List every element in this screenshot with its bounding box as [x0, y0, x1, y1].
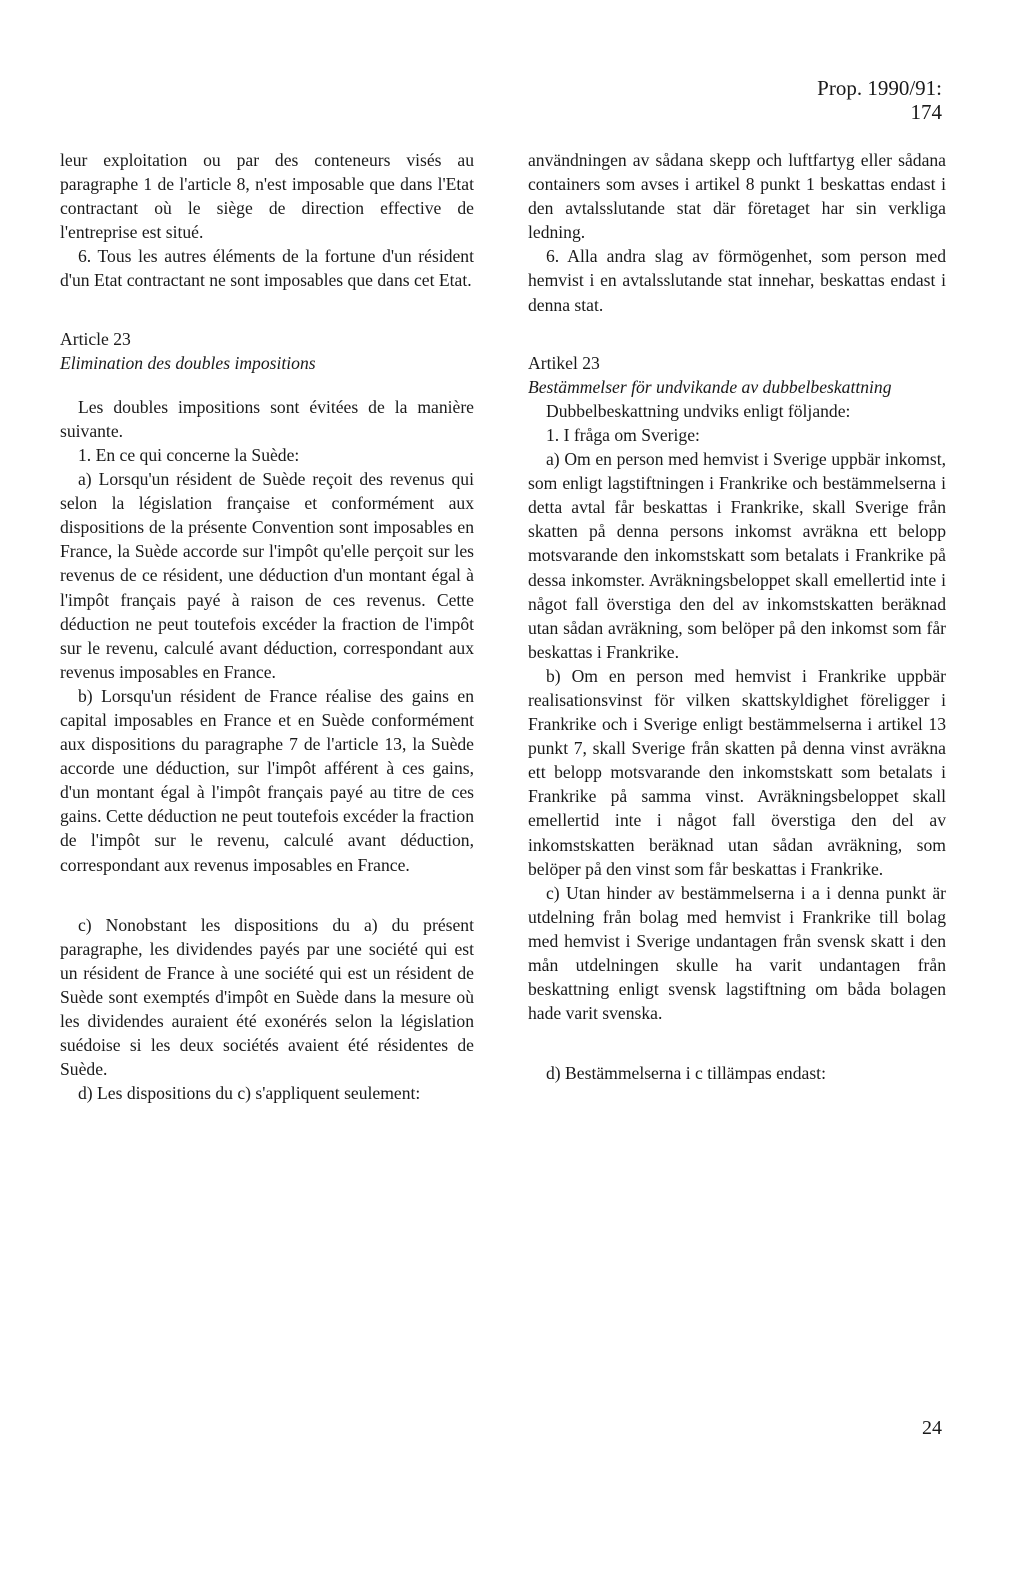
- fr-item-a: a) Lorsqu'un résident de Suède reçoit des revenus qui selon la législation française et conformément aux dispositions de la présente Convention sont imposables en France, la Suède accorde sur l'impôt qu'elle perçoit sur les revenus de ce résident, une déduction d'un montant égal à l'impôt français payé à raison de ces revenus. Cette déduction ne peut toutefois excéder la fraction de l'impôt sur le revenu, calculé avant déduction, correspondant aux revenus imposables en France.: [60, 469, 474, 682]
- sv-intro: Dubbelbeskattning undviks enligt följande:: [546, 400, 851, 421]
- fr-paragraph-continued: leur exploitation ou par des conteneurs visés au paragraphe 1 de l'article 8, n'est imposable que dans l'Etat contractant où le siège de direction effective de l'entreprise est situé.: [60, 150, 474, 243]
- sv-item-b: b) Om en person med hemvist i Frankrike uppbär realisationsvinst för vilken skattskyldighet föreligger i Frankrike och i Sverige enligt bestämmelserna i artikel 13 punkt 7, skall Sverige från skatten på denna vinst avräkna ett belopp motsvarande den inkomstskatt som betalats i Frankrike på samma vinst. Avräkningsbeloppet skall emellertid inte i något fall överstiga den del av inkomstskatten beräknad utan sådan avräkning, som belöper på den vinst som får beskattas i Frankrike.: [528, 665, 946, 879]
- sv-paragraph-6: 6. Alla andra slag av förmögenhet, som person med hemvist i en avtalsslutande stat innehar, beskattas endast i denna stat.: [528, 246, 946, 315]
- sv-paragraph-continued: användningen av sådana skepp och luftfartyg eller sådana containers som avses i artikel 8 punkt 1 beskattas endast i den avtalsslutande stat där företaget har sin verkliga ledning.: [528, 150, 946, 243]
- sv-item-1: 1. I fråga om Sverige:: [546, 424, 700, 445]
- sv-item-a: a) Om en person med hemvist i Sverige uppbär inkomst, som enligt lagstiftningen i Frankrike och bestämmelserna i detta avtal får beskattas i Frankrike, skall Sverige från skatten på denna persons inkomst avräkna ett belopp motsvarande den inkomstskatt som betalats i Frankrike på dessa inkomster. Avräkningsbeloppet skall emellertid inte i något fall överstiga den del av inkomstskatten beräknad utan sådan avräkning, som belöper på den inkomst som får beskattas i Frankrike.: [528, 449, 946, 662]
- fr-intro: Les doubles impositions sont évitées de la manière suivante.: [60, 396, 474, 441]
- sv-item-d: d) Bestämmelserna i c tillämpas endast:: [546, 1063, 826, 1084]
- fr-paragraph-6: 6. Tous les autres éléments de la fortune d'un résident d'un Etat contractant ne sont imposables que dans cet Etat.: [60, 246, 474, 291]
- header-reference: Prop. 1990/91: 174: [817, 76, 942, 124]
- fr-article-heading: Article 23: [60, 328, 131, 349]
- sv-article-heading: Artikel 23: [528, 352, 600, 373]
- fr-item-1: 1. En ce qui concerne la Suède:: [78, 444, 300, 465]
- page-number: 24: [922, 1417, 942, 1439]
- sv-item-c: c) Utan hinder av bestämmelserna i a i denna punkt är utdelning från bolag med hemvist i Frankrike till bolag med hemvist i Sverige undantagen från svensk skatt i den mån utdelningen skulle ha varit undantagen från beskattning enligt svensk lagstiftning om båda bolagen hade varit svenska.: [528, 882, 946, 1024]
- fr-item-c: c) Nonobstant les dispositions du a) du présent paragraphe, les dividendes payés par une société qui est un résident de France à une société qui est un résident de Suède sont exemptés d'impôt en Suède dans la mesure où les dividendes auraient été exonérés selon la législation suédoise si les deux sociétés avaient été résidentes de Suède.: [60, 914, 474, 1080]
- french-column: [60, 148, 474, 1105]
- fr-item-b: b) Lorsqu'un résident de France réalise des gains en capital imposables en France et en Suède conformément aux dispositions du paragraphe 7 de l'article 13, la Suède accorde une déduction, sur l'impôt afférent à ces gains, d'un montant égal à l'impôt français payé au titre de ces gains. Cette déduction ne peut toutefois excéder la fraction de l'impôt sur le revenu, calculé avant déduction, correspondant aux revenus imposables en France.: [60, 685, 474, 875]
- swedish-column: [528, 148, 946, 1085]
- sv-article-title: Bestämmelser för undvikande av dubbelbeskattning: [528, 376, 892, 397]
- fr-item-d: d) Les dispositions du c) s'appliquent seulement:: [78, 1083, 421, 1104]
- fr-article-title: Elimination des doubles impositions: [60, 352, 316, 373]
